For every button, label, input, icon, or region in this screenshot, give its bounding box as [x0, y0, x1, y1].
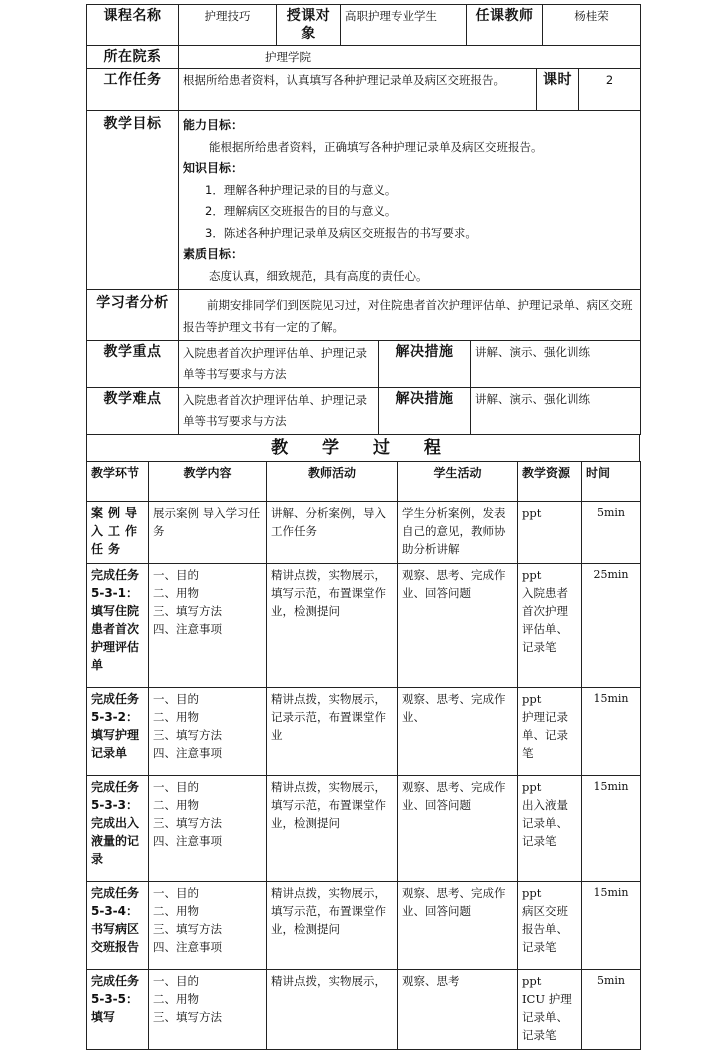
objectives-label: 教学目标	[87, 111, 179, 290]
resource-cell: ppt 入院患者首次护理评估单、记录笔	[518, 564, 582, 688]
course-name-label: 课程名称	[87, 5, 179, 46]
student-activity-cell: 观察、思考、完成作业、回答问题	[398, 776, 518, 882]
stage-cell: 完成任务5-3-5：填写	[87, 970, 149, 1050]
resource-cell: ppt	[518, 502, 582, 564]
teacher-value: 杨桂荣	[543, 5, 641, 46]
content-item: 三、填写方法	[153, 1010, 222, 1024]
time-cell: 15min	[582, 882, 641, 970]
learner-value: 前期安排同学们到医院见习过，对住院患者首次护理评估单、护理记录单、病区交班报告等护理文书有一定的了解。	[179, 290, 641, 341]
ability-text: 能根据所给患者资料，正确填写各种护理记录单及病区交班报告。	[209, 139, 543, 154]
table-row	[87, 564, 641, 688]
column-header: 教学资源	[518, 462, 582, 502]
difficulty-content: 入院患者首次护理评估单、护理记录单等书写要求与方法	[179, 388, 379, 435]
course-name-value: 护理技巧	[179, 5, 277, 46]
difficulty-solution: 讲解、演示、强化训练	[471, 388, 641, 435]
time-cell: 5min	[582, 970, 641, 1050]
content-item: 一、目的	[153, 568, 199, 582]
content-item: 二、用物	[153, 798, 199, 812]
content-cell: 展示案例 导入学习任务	[149, 502, 267, 564]
student-activity-cell: 观察、思考、完成作业、回答问题	[398, 882, 518, 970]
quality-title: 素质目标：	[183, 247, 244, 261]
time-cell: 5min	[582, 502, 641, 564]
process-title-table	[86, 434, 640, 462]
content-item: 二、用物	[153, 904, 199, 918]
knowledge-title: 知识目标：	[183, 161, 244, 175]
column-header: 学生活动	[398, 462, 518, 502]
department-value: 护理学院	[179, 46, 641, 69]
teacher-activity-cell: 精讲点拨，实物展示，记录示范，布置课堂作业	[267, 688, 398, 776]
work-task-value: 根据所给患者资料，认真填写各种护理记录单及病区交班报告。	[179, 69, 537, 111]
teacher-activity-cell: 精讲点拨，实物展示，	[267, 970, 398, 1050]
difficulty-solution-label: 解决措施	[379, 388, 471, 435]
work-task-label: 工作任务	[87, 69, 179, 111]
objectives-table	[86, 110, 641, 341]
knowledge-item: 2．理解病区交班报告的目的与意义。	[205, 204, 397, 218]
audience-label: 授课对象	[277, 5, 341, 46]
content-item: 四、注意事项	[153, 746, 222, 760]
content-item: 一、目的	[153, 974, 199, 988]
stage-cell: 案例导入工作任务	[87, 502, 149, 564]
content-item: 二、用物	[153, 992, 199, 1006]
content-item: 二、用物	[153, 710, 199, 724]
key-point-content: 入院患者首次护理评估单、护理记录单等书写要求与方法	[179, 341, 379, 388]
content-cell	[149, 688, 267, 776]
time-cell: 25min	[582, 564, 641, 688]
teacher-activity-cell: 精讲点拨，实物展示，填写示范，布置课堂作业，检测提问	[267, 564, 398, 688]
hours-value: 2	[579, 69, 641, 111]
teacher-label: 任课教师	[467, 5, 543, 46]
hours-label: 课时	[537, 69, 579, 111]
teacher-activity-cell: 精讲点拨，实物展示，填写示范，布置课堂作业，检测提问	[267, 882, 398, 970]
content-cell	[149, 564, 267, 688]
stage-cell: 完成任务5-3-4：书写病区交班报告	[87, 882, 149, 970]
column-header: 教学环节	[87, 462, 149, 502]
content-cell	[149, 882, 267, 970]
ability-title: 能力目标：	[183, 118, 244, 132]
column-header: 教师活动	[267, 462, 398, 502]
content-cell	[149, 776, 267, 882]
resource-cell: ppt 护理记录单、记录笔	[518, 688, 582, 776]
lesson-plan-page	[86, 4, 640, 1050]
resource-cell: ppt 病区交班报告单、记录笔	[518, 882, 582, 970]
time-cell: 15min	[582, 688, 641, 776]
content-item: 三、填写方法	[153, 816, 222, 830]
student-activity-cell: 观察、思考、完成作业、回答问题	[398, 564, 518, 688]
audience-value: 高职护理专业学生	[341, 5, 467, 46]
department-label: 所在院系	[87, 46, 179, 69]
table-row	[87, 688, 641, 776]
learner-label: 学习者分析	[87, 290, 179, 341]
content-item: 一、目的	[153, 692, 199, 706]
content-item: 二、用物	[153, 586, 199, 600]
column-header: 时间	[582, 462, 641, 502]
difficulty-label: 教学难点	[87, 388, 179, 435]
teacher-activity-cell: 精讲点拨，实物展示，填写示范，布置课堂作业，检测提问	[267, 776, 398, 882]
knowledge-item: 3．陈述各种护理记录单及病区交班报告的书写要求。	[205, 225, 477, 240]
table-row	[87, 970, 641, 1050]
stage-cell: 完成任务5-3-1：填写住院患者首次护理评估单	[87, 564, 149, 688]
content-item: 四、注意事项	[153, 940, 222, 954]
content-item: 一、目的	[153, 780, 199, 794]
key-point-label: 教学重点	[87, 341, 179, 388]
content-item: 三、填写方法	[153, 728, 222, 742]
content-item: 三、填写方法	[153, 604, 222, 618]
content-cell	[149, 970, 267, 1050]
teacher-activity-cell: 讲解、分析案例，导入工作任务	[267, 502, 398, 564]
resource-cell: ppt ICU 护理记录单、记录笔	[518, 970, 582, 1050]
content-item: 一、目的	[153, 886, 199, 900]
key-point-solution-label: 解决措施	[379, 341, 471, 388]
student-activity-cell: 观察、思考	[398, 970, 518, 1050]
knowledge-item: 1．理解各种护理记录的目的与意义。	[205, 182, 397, 197]
content-item: 三、填写方法	[153, 922, 222, 936]
process-table	[86, 461, 641, 1050]
stage-cell: 完成任务5-3-2：填写护理记录单	[87, 688, 149, 776]
process-title: 教 学 过 程	[87, 435, 640, 462]
time-cell: 15min	[582, 776, 641, 882]
key-points-table	[86, 340, 641, 435]
resource-cell: ppt 出入液量记录单、记录笔	[518, 776, 582, 882]
course-info-table	[86, 4, 641, 69]
task-table	[86, 68, 641, 111]
table-row	[87, 502, 641, 564]
quality-text: 态度认真，细致规范，具有高度的责任心。	[209, 268, 428, 283]
table-row	[87, 882, 641, 970]
student-activity-cell: 学生分析案例，发表自己的意见，教师协助分析讲解	[398, 502, 518, 564]
content-item: 四、注意事项	[153, 834, 222, 848]
key-point-solution: 讲解、演示、强化训练	[471, 341, 641, 388]
student-activity-cell: 观察、思考、完成作业、	[398, 688, 518, 776]
column-header: 教学内容	[149, 462, 267, 502]
stage-cell: 完成任务5-3-3：完成出入液量的记录	[87, 776, 149, 882]
table-row	[87, 776, 641, 882]
content-item: 四、注意事项	[153, 622, 222, 636]
